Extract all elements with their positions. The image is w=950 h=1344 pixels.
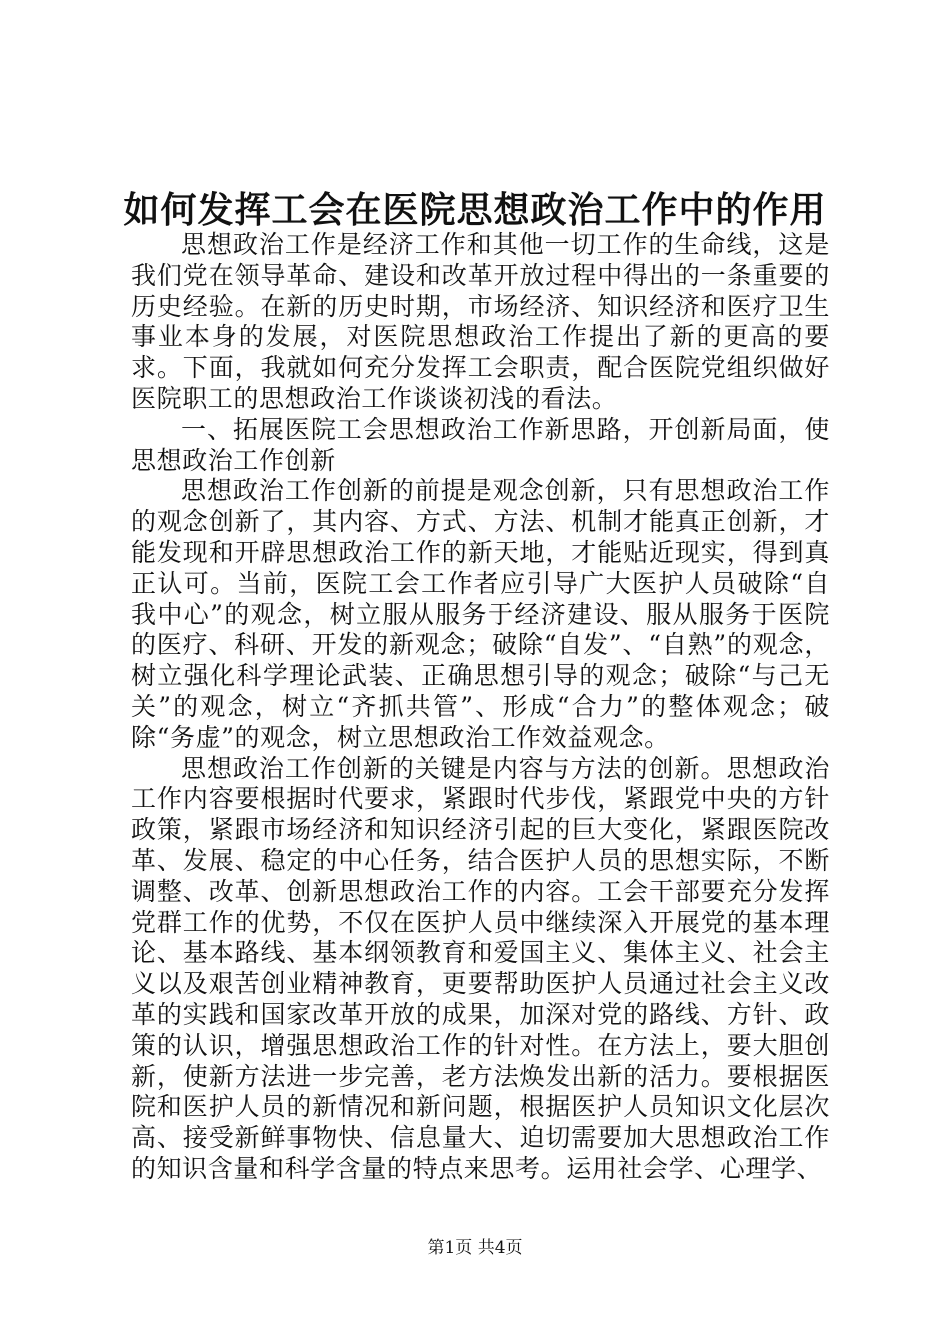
document-title: 如何发挥工会在医院思想政治工作中的作用 (123, 189, 827, 231)
paragraph-content-method-innovation: 思想政治工作创新的关键是内容与方法的创新。思想政治工作内容要根据时代要求，紧跟时代步伐，紧跟党中央的方针政策，紧跟市场经济和知识经济引起的巨大变化，紧跟医院改革、发展、稳定的中心任务，结合医护人员的思想实际，不断调整、改革、创新思想政治工作的内容。工会干部要充分发挥党群工作的优势，不仅在医护人员中继续深入开展党的基本理论、基本路线、基本纲领教育和爱国主义、集体主义、社会主义以及艰苦创业精神教育，更要帮助医护人员通过社会主义改革的实践和国家改革开放的成果，加深对党的路线、方针、政策的认识，增强思想政治工作的针对性。在方法上，要大胆创新，使新方法进一步完善，老方法焕发出新的活力。要根据医院和医护人员的新情况和新问题，根据医护人员知识文化层次高、接受新鲜事物快、信息量大、迫切需要加大思想政治工作的知识含量和科学含量的特点来思考。运用社会学、心理学、 (131, 753, 830, 1183)
paragraph-intro: 思想政治工作是经济工作和其他一切工作的生命线，这是我们党在领导革命、建设和改革开放过程中得出的一条重要的历史经验。在新的历史时期，市场经济、知识经济和医疗卫生事业本身的发展，对医院思想政治工作提出了新的更高的要求。下面，我就如何充分发挥工会职责，配合医院党组织做好医院职工的思想政治工作谈谈初浅的看法。 (131, 230, 830, 413)
page-number-footer: 第1页 共4页 (427, 1238, 523, 1258)
section-heading-1: 一、拓展医院工会思想政治工作新思路，开创新局面，使思想政治工作创新 (131, 414, 830, 475)
paragraph-concept-innovation: 思想政治工作创新的前提是观念创新，只有思想政治工作的观念创新了，其内容、方式、方法、机制才能真正创新，才能发现和开辟思想政治工作的新天地，才能贴近现实，得到真正认可。当前，医院工会工作者应引导广大医护人员破除“自我中心”的观念，树立服从服务于经济建设、服从服务于医院的医疗、科研、开发的新观念；破除“自发”、“自熟”的观念，树立强化科学理论武装、正确思想引导的观念；破除“与己无关”的观念，树立“齐抓共管”、形成“合力”的整体观念；破除“务虚”的观念，树立思想政治工作效益观念。 (131, 476, 830, 752)
document-body (131, 230, 830, 1185)
